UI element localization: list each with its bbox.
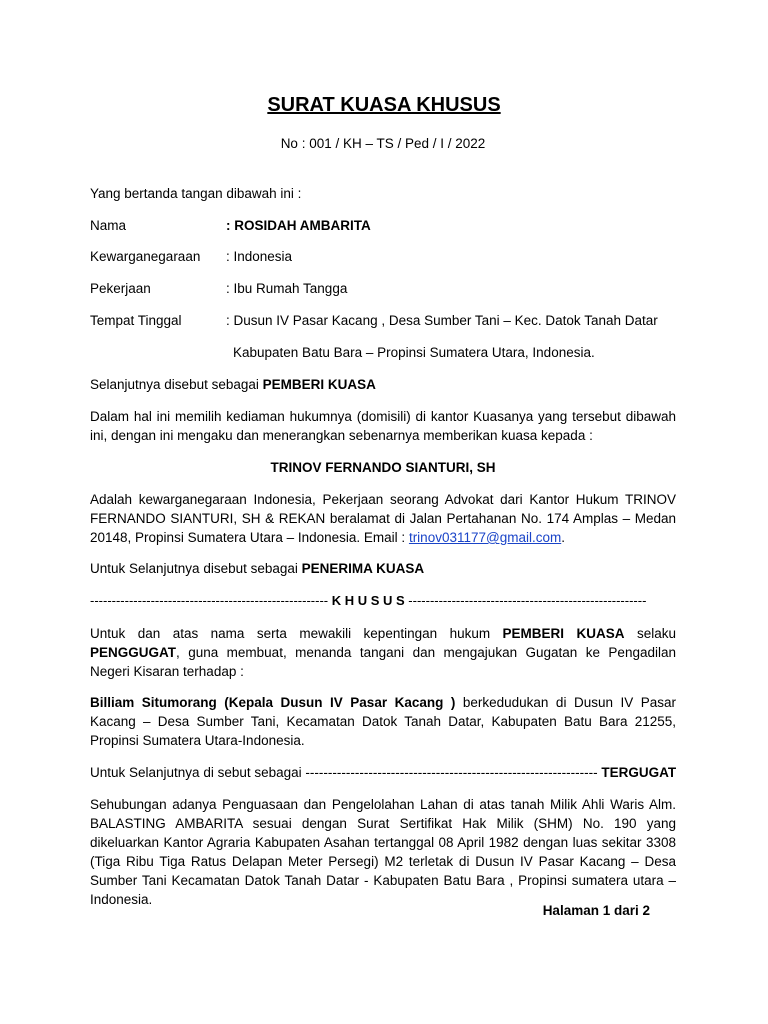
khusus-dashes-left: -------------------------------------------------------	[90, 593, 332, 608]
untuk-text-1: Untuk dan atas nama serta mewakili kepentingan hukum	[90, 626, 503, 641]
page-indicator: Halaman 1 dari 2	[542, 903, 650, 918]
untuk-paragraph	[90, 624, 676, 681]
khusus-dashes-right: -------------------------------------------------------	[404, 593, 647, 608]
nama-value: : ROSIDAH AMBARITA	[226, 218, 371, 233]
tempat-label: Tempat Tinggal	[90, 313, 182, 328]
sehubungan-paragraph: Sehubungan adanya Penguasaan dan Pengelolahan Lahan di atas tanah Milik Ahli Waris Alm. BALASTING AMBARITA sesuai dengan Surat Sertifikat Hak Milik (SHM) No. 190 yang dikeluarkan Kantor Agraria Kabupaten Asahan tertanggal 08 April 1982 dengan luas sekitar 3308 (Tiga Ribu Tiga Ratus Delapan Meter Persegi) M2 terletak di Dusun IV Pasar Kacang – Desa Sumber Tani Kecamatan Datok Tanah Datar - Kabupaten Batu Bara , Propinsi sumatera utara – Indonesia.	[90, 797, 676, 907]
tempat-value-line-1: : Dusun IV Pasar Kacang , Desa Sumber Tani – Kec. Datok Tanah Datar	[226, 313, 658, 328]
penerima-kuasa-term: PENERIMA KUASA	[301, 561, 425, 576]
untuk-text-3: , guna membuat, menanda tangani dan mengajukan Gugatan ke Pengadilan Negeri Kisaran terhadap :	[90, 645, 676, 679]
email-link[interactable]: trinov031177@gmail.com	[408, 530, 562, 545]
tempat-value-line-2: Kabupaten Batu Bara – Propinsi Sumatera Utara, Indonesia.	[233, 345, 595, 360]
document-number: No : 001 / KH – TS / Ped / I / 2022	[280, 136, 486, 151]
untuk-term-penggugat: PENGGUGAT	[90, 645, 177, 660]
intro-text: Yang bertanda tangan dibawah ini :	[90, 186, 302, 201]
penerima-kuasa-line	[90, 561, 424, 576]
tergugat-text: berkedudukan di Dusun IV Pasar Kacang – Desa Sumber Tani, Kecamatan Datok Tanah Datar, Kabupaten Batu Bara 21255, Propinsi Sumatera Utara-Indonesia.	[90, 695, 676, 748]
document-title: SURAT KUASA KHUSUS	[267, 94, 501, 116]
pekerjaan-label: Pekerjaan	[90, 281, 151, 296]
pemberi-kuasa-prefix: Selanjutnya disebut sebagai	[90, 377, 263, 392]
pemberi-kuasa-term: PEMBERI KUASA	[262, 377, 376, 392]
kewarganegaraan-label: Kewarganegaraan	[90, 249, 201, 264]
email-suffix: .	[561, 530, 565, 545]
pekerjaan-value: : Ibu Rumah Tangga	[226, 281, 348, 296]
domisili-paragraph: Dalam hal ini memilih kediaman hukumnya (domisili) di kantor Kuasanya yang tersebut dibawah ini, dengan ini mengaku dan menerangkan sebenarnya memberikan kuasa kepada :	[90, 409, 676, 443]
pemberi-kuasa-line	[90, 377, 376, 392]
untuk-text-2: selaku	[624, 626, 676, 641]
tergugat-paragraph	[90, 693, 676, 750]
tergugat-name: Billiam Situmorang (Kepala Dusun IV Pasar Kacang )	[90, 695, 456, 710]
penerima-kuasa-prefix: Untuk Selanjutnya disebut sebagai	[90, 561, 302, 576]
tergugat-line-prefix: Untuk Selanjutnya di sebut sebagai -----------------------------------------------------------------	[90, 765, 602, 780]
kuasa-name: TRINOV FERNANDO SIANTURI, SH	[270, 460, 496, 475]
khusus-divider	[90, 593, 676, 608]
tergugat-line-term: TERGUGAT	[601, 765, 676, 780]
kewarganegaraan-value: : Indonesia	[226, 249, 293, 264]
advokat-text: Adalah kewarganegaraan Indonesia, Pekerjaan seorang Advokat dari Kantor Hukum TRINOV FERNANDO SIANTURI, SH & REKAN beralamat di Jalan Pertahanan No. 174 Amplas – Medan 20148, Propinsi Sumatera Utara – Indonesia. Email :	[90, 492, 676, 545]
untuk-term-pemberi: PEMBERI KUASA	[502, 626, 625, 641]
khusus-heading: K H U S U S	[331, 593, 405, 608]
nama-label: Nama	[90, 218, 127, 233]
tergugat-line	[90, 763, 676, 782]
advokat-paragraph	[90, 490, 676, 547]
